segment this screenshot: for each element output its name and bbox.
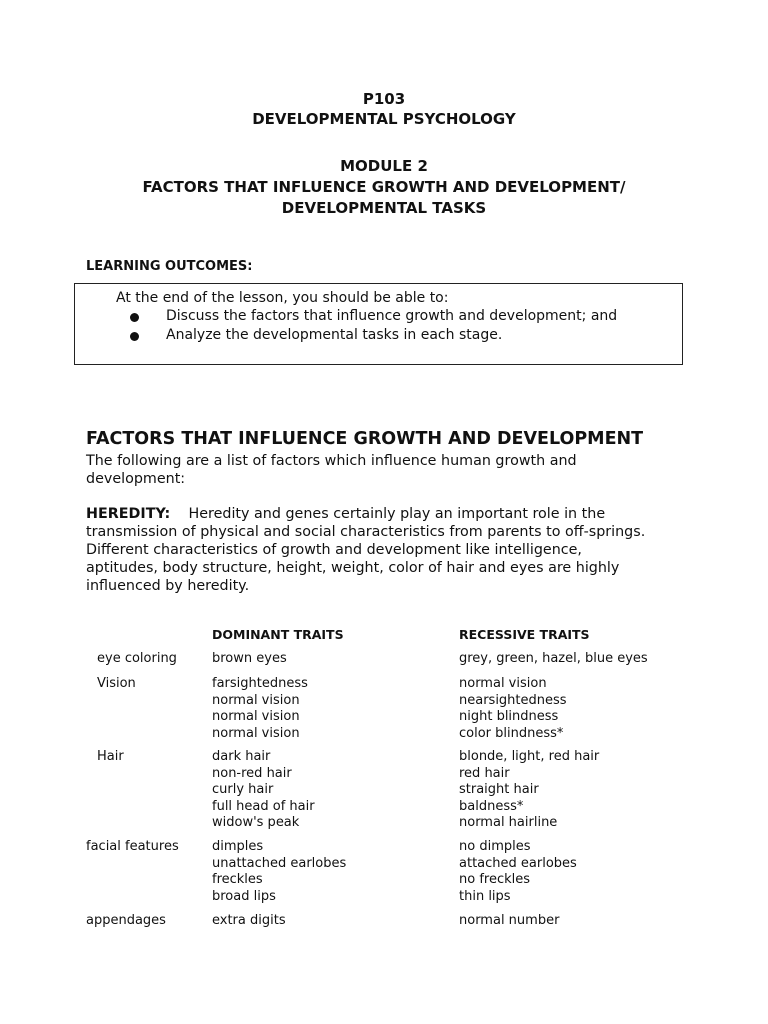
trait-value: broad lips — [212, 888, 276, 904]
outcomes-intro: At the end of the lesson, you should be able to: — [116, 290, 449, 306]
heredity-paragraph — [86, 505, 686, 595]
trait-value: dimples — [212, 839, 264, 854]
module-number: MODULE 2 — [340, 157, 428, 175]
dominant-cell — [212, 749, 315, 832]
heredity-line: aptitudes, body structure, height, weight, color of hair and eyes are highly — [86, 560, 620, 576]
course-code: P103 — [362, 90, 406, 108]
learning-outcomes-heading: LEARNING OUTCOMES: — [86, 259, 253, 274]
trait-value: normal vision — [212, 709, 300, 724]
intro-line: The following are a list of factors which influence human growth and — [86, 453, 577, 469]
heredity-text: Heredity and genes certainly play an important role in the — [188, 506, 606, 522]
trait-value: blonde, light, red hair — [459, 749, 600, 764]
trait-value: unattached earlobes — [212, 855, 347, 871]
recessive-cell — [459, 651, 648, 668]
outcome-text: Analyze the developmental tasks in each stage. — [166, 327, 503, 343]
trait-value: normal number — [459, 913, 560, 928]
trait-value: extra digits — [212, 913, 286, 928]
trait-category: eye coloring — [97, 651, 177, 666]
dominant-cell — [212, 676, 308, 742]
recessive-cell — [459, 749, 599, 832]
trait-value: baldness* — [459, 798, 524, 814]
bullet-icon — [130, 313, 139, 322]
trait-value: night blindness — [459, 709, 559, 724]
trait-value: non-red hair — [212, 765, 292, 781]
trait-value: farsightedness — [212, 676, 308, 691]
intro-line: development: — [86, 471, 186, 487]
learning-outcomes-box — [74, 283, 683, 365]
factors-heading: FACTORS THAT INFLUENCE GROWTH AND DEVELOPMENT — [86, 429, 644, 449]
trait-value: brown eyes — [212, 651, 287, 666]
trait-value: straight hair — [459, 782, 539, 797]
trait-category: appendages — [86, 913, 166, 928]
heredity-line: Different characteristics of growth and development like intelligence, — [86, 542, 582, 558]
heredity-label: HEREDITY: — [86, 506, 171, 522]
trait-value: attached earlobes — [459, 855, 577, 871]
trait-value: dark hair — [212, 749, 271, 764]
outcome-text: Discuss the factors that influence growth and development; and — [166, 308, 618, 324]
trait-value: normal vision — [212, 692, 300, 708]
heredity-line: influenced by heredity. — [86, 578, 250, 594]
dominant-cell — [212, 913, 286, 930]
factors-intro — [86, 452, 686, 488]
trait-category: facial features — [86, 839, 179, 854]
module-title-line2: DEVELOPMENTAL TASKS — [281, 199, 487, 217]
module-title-line1: FACTORS THAT INFLUENCE GROWTH AND DEVELOPMENT/ — [142, 178, 626, 196]
heredity-line — [86, 505, 686, 523]
trait-category: Hair — [97, 749, 124, 764]
trait-value: no dimples — [459, 839, 531, 854]
trait-category: Vision — [97, 676, 136, 691]
trait-value: full head of hair — [212, 798, 315, 814]
dominant-cell — [212, 651, 287, 668]
dominant-header: DOMINANT TRAITS — [212, 627, 344, 642]
bullet-icon — [130, 332, 139, 341]
trait-value: thin lips — [459, 888, 511, 904]
trait-value: normal hairline — [459, 815, 558, 830]
recessive-cell — [459, 676, 567, 742]
trait-value: widow's peak — [212, 815, 300, 830]
trait-value: normal vision — [459, 676, 547, 691]
trait-value: curly hair — [212, 782, 274, 797]
trait-value: red hair — [459, 765, 510, 781]
trait-value: color blindness* — [459, 725, 564, 741]
trait-value: grey, green, hazel, blue eyes — [459, 651, 648, 666]
trait-value: normal vision — [212, 725, 300, 741]
course-title: DEVELOPMENTAL PSYCHOLOGY — [252, 110, 516, 128]
heredity-line: transmission of physical and social characteristics from parents to off-springs. — [86, 524, 646, 540]
dominant-cell — [212, 839, 346, 905]
recessive-cell — [459, 839, 577, 905]
recessive-cell — [459, 913, 559, 930]
trait-value: freckles — [212, 872, 263, 887]
trait-value: no freckles — [459, 872, 531, 887]
trait-value: nearsightedness — [459, 692, 567, 708]
recessive-header: RECESSIVE TRAITS — [459, 627, 590, 642]
